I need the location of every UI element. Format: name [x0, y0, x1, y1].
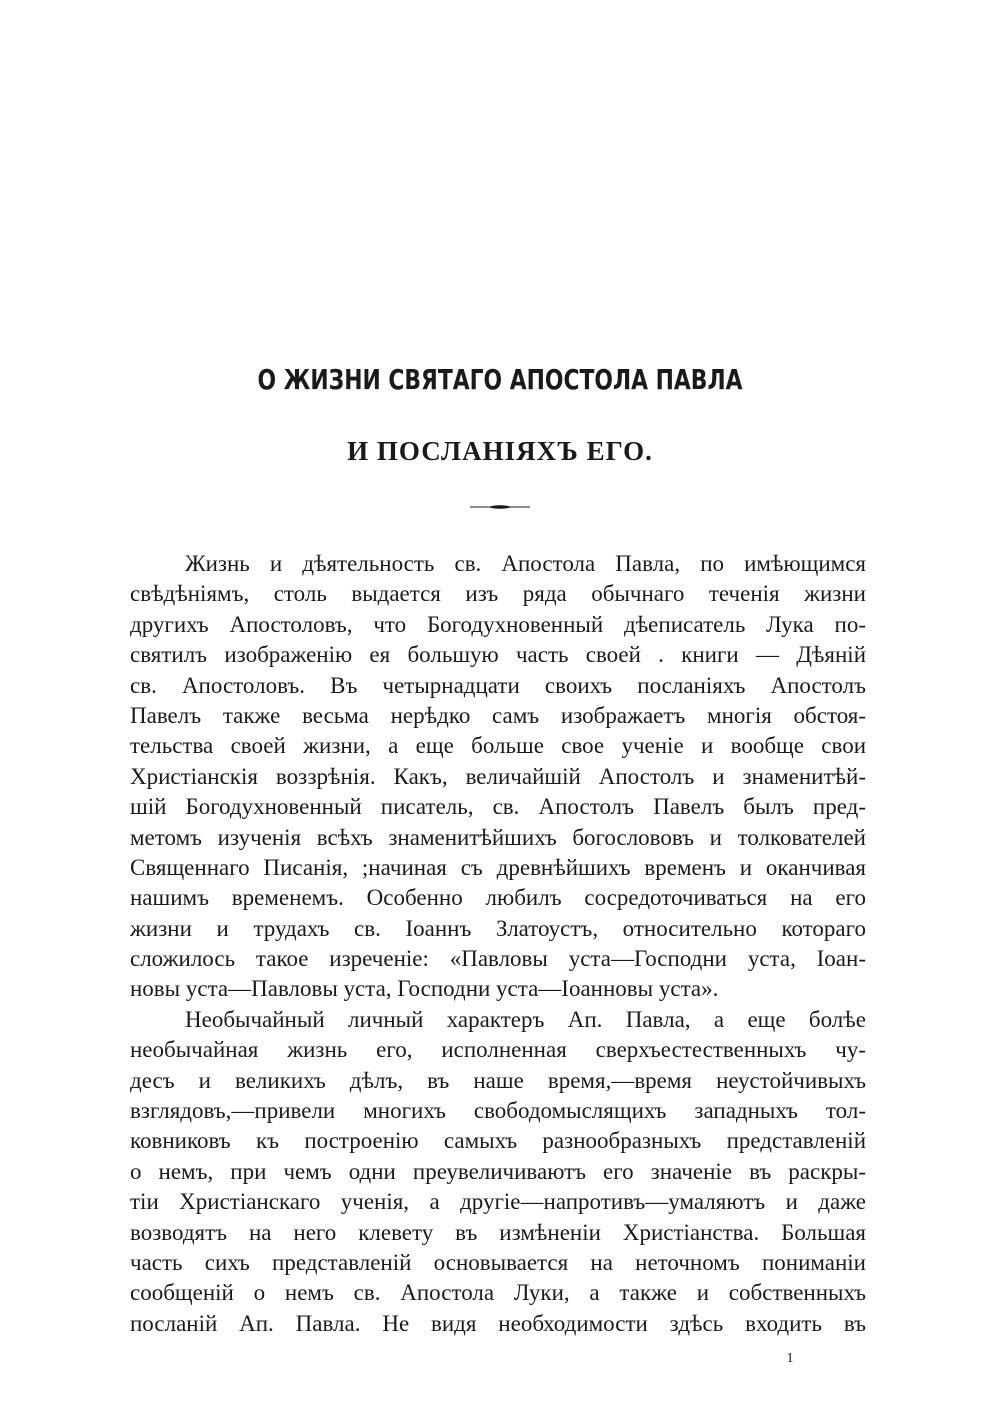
text-line: свѣдѣніямъ, столь выдается изъ ряда обычнаго теченія жизни [130, 581, 866, 607]
text-line: Жизнь и дѣятельность св. Апостола Павла, по имѣющимся [185, 551, 866, 576]
text-line: Необычайный личный характеръ Ап. Павла, а еще болѣе [185, 1006, 866, 1032]
page-number: 1 [786, 1351, 794, 1366]
text-line: Павелъ также весьма нерѣдко самъ изображаетъ многія обстоя- [130, 702, 866, 728]
text-line: Христіанскія воззрѣнія. Какъ, величайшій Апостолъ и знаменитѣй- [130, 763, 866, 789]
page-title: О ЖИЗНИ СВЯТАГО АПОСТОЛА ПАВЛА [257, 363, 743, 396]
text-line: посланій Ап. Павла. Не видя необходимости здѣсь входить въ [130, 1310, 866, 1336]
text-line: необычайная жизнь его, исполненная сверхъестественныхъ чу- [130, 1037, 866, 1063]
text-line: часть сихъ представленій основывается на неточномъ пониманіи [130, 1249, 866, 1275]
text-line: метомъ изученія всѣхъ знаменитѣйшихъ богослововъ и толкователей [130, 824, 866, 850]
paragraph-2 [130, 1005, 866, 1339]
text-line: сложилось такое изреченіе: «Павловы уста—Господни уста, Іоан- [130, 946, 866, 972]
text-line: сообщеній о немъ св. Апостола Луки, а также и собственныхъ [130, 1280, 866, 1306]
text-line: взглядовъ,—привели многихъ свободомыслящихъ западныхъ тол- [130, 1098, 866, 1124]
text-line: тельства своей жизни, а еще больше свое ученіе и вообще свои [130, 733, 866, 759]
text-line: о немъ, при чемъ одни преувеличиваютъ его значеніе въ раскры- [130, 1158, 866, 1184]
text-line: новы уста—Павловы уста, Господни уста—Іоанновы уста». [130, 976, 719, 1002]
text-line: св. Апостоловъ. Въ четырнадцати своихъ посланіяхъ Апостолъ [130, 672, 866, 698]
text-line: тіи Христіанскаго ученія, а другіе—напротивъ—умаляютъ и даже [130, 1189, 866, 1215]
title-ornament-divider [470, 505, 530, 509]
text-line: Священнаго Писанія, ;начиная съ древнѣйшихъ временъ и оканчивая [130, 854, 866, 880]
text-line: возводятъ на него клевету въ измѣненіи Христіанства. Большая [130, 1219, 866, 1245]
text-line: другихъ Апостоловъ, что Богодухновенный дѣеписатель Лука по- [130, 611, 866, 637]
text-line: десъ и великихъ дѣлъ, въ наше время,—время неустойчивыхъ [130, 1067, 866, 1093]
text-line: нашимъ временемъ. Особенно любилъ сосредоточиваться на его [130, 885, 866, 911]
paragraph-1 [130, 549, 866, 1005]
page-subtitle: И ПОСЛАНІЯХЪ ЕГО. [347, 436, 653, 466]
text-line: шій Богодухновенный писатель, св. Апостолъ Павелъ былъ пред- [130, 794, 866, 820]
text-line: святилъ изображенію ея большую часть своей . книги — Дѣяній [130, 642, 866, 668]
text-line: ковниковъ къ построенію самыхъ разнообразныхъ представленій [130, 1128, 866, 1154]
text-line: жизни и трудахъ св. Іоаннъ Златоустъ, относительно котораго [130, 915, 866, 941]
body-text [130, 549, 866, 1339]
